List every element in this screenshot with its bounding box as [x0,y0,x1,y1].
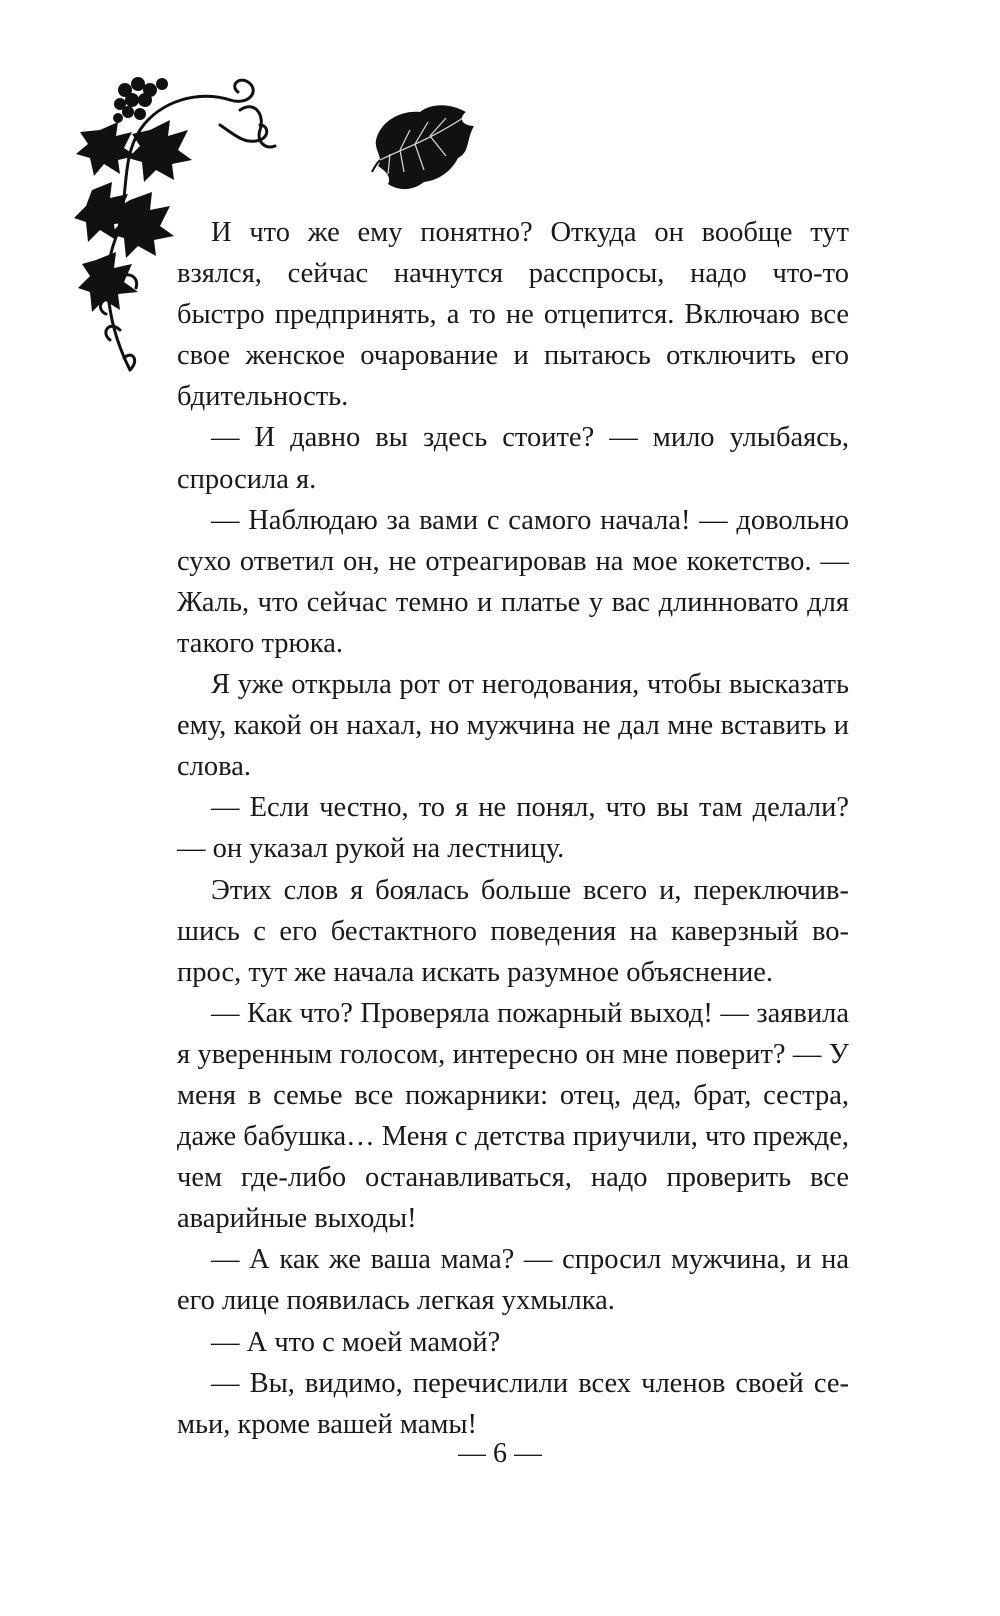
dialogue-paragraph: — Вы, видимо, перечислили всех членов своей семьи, кроме вашей мамы! [177,1367,849,1440]
dialogue-paragraph: — Как что? Проверяла пожарный выход! — заявила я уверенным голосом, интересно он мне поверит? — У меня в семье все пожарники: отец, дед, брат, сестра, даже бабушка… Меня с детства приучили, что прежде, чем где-либо останавливаться, надо проверить все аварийные выходы! [177,997,849,1235]
paragraph: Я уже открыла рот от негодования, чтобы высказать ему, какой он нахал, но мужчина не дал мне вставить и слова. [177,669,849,783]
dialogue-paragraph: — Если честно, то я не понял, что вы там делали? — он указал рукой на лестницу. [177,792,849,865]
page-number: — 6 — [458,1438,542,1469]
dialogue-paragraph: — А как же ваша мама? — спросил мужчина, и на его лице появилась легкая ухмылка. [177,1244,849,1317]
grape-leaf-icon [370,100,480,195]
text-body [177,212,849,1445]
dialogue-paragraph: — И давно вы здесь стоите? — мило улыбаясь, спросила я. [177,422,849,495]
dialogue-paragraph: — Наблюдаю за вами с самого начала! — довольно сухо ответил он, не отреагировав на мое кокетство. — Жаль, что сейчас темно и платье у вас длинновато для такого трюка. [177,504,849,659]
paragraph: Этих слов я боялась больше всего и, переключившись с его бестактного поведения на каверзный вопрос, тут же начала искать разумное объяснение. [177,874,849,988]
paragraph: И что же ему понятно? Откуда он вообще тут взялся, сейчас начнутся расспросы, надо что-то быстро предпринять, а то не отцепится. Включаю все свое женское очарование и пытаюсь отключить его бдительность. [177,217,849,413]
dialogue-paragraph: — А что с моей мамой? [211,1326,501,1358]
